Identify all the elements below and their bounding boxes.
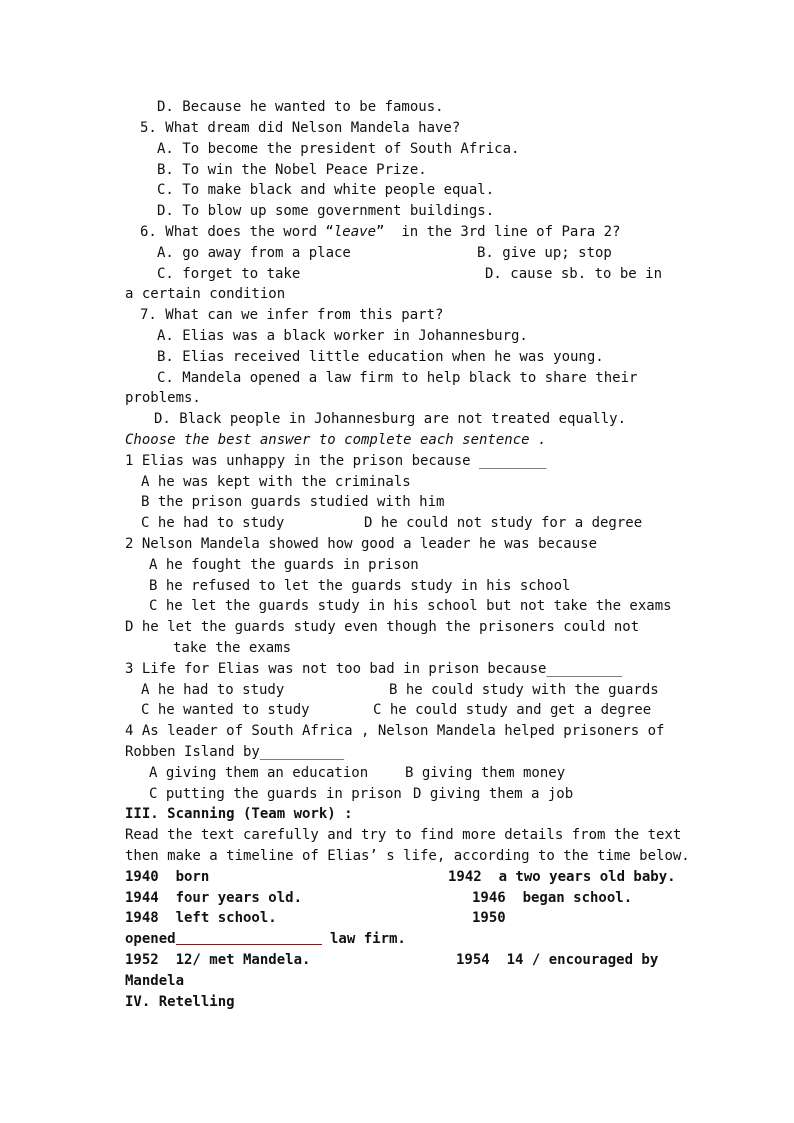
question-6-stem bbox=[140, 222, 620, 242]
timeline-1946: 1946 began school. bbox=[472, 890, 633, 906]
question-7-option-a: A. Elias was a black worker in Johannesburg. bbox=[157, 328, 528, 344]
mc-2-option-d: D he let the guards study even though the prisoners could not bbox=[125, 619, 640, 635]
question-5-stem: 5. What dream did Nelson Mandela have? bbox=[140, 120, 461, 136]
question-7-option-d: D. Black people in Johannesburg are not treated equally. bbox=[154, 411, 627, 427]
question-7-option-c-continued: problems. bbox=[125, 390, 201, 406]
question-5-option-c: C. To make black and white people equal. bbox=[157, 182, 495, 198]
mc-1-option-c: C he had to study bbox=[141, 515, 285, 531]
mc-3-option-c-second: C he could study and get a degree bbox=[373, 702, 652, 718]
opened-label: opened bbox=[125, 931, 176, 947]
timeline-1940: 1940 born bbox=[125, 869, 210, 885]
timeline-1950: 1950 bbox=[472, 910, 506, 926]
timeline-1948: 1948 left school. bbox=[125, 910, 277, 926]
mc-1-option-a: A he was kept with the criminals bbox=[141, 474, 411, 490]
question-6-option-a: A. go away from a place bbox=[157, 245, 351, 261]
scanning-instruction-2: then make a timeline of Elias’ s life, according to the time below. bbox=[125, 848, 690, 864]
scanning-heading: III. Scanning (Team work) : bbox=[125, 806, 353, 822]
prev-option-d: D. Because he wanted to be famous. bbox=[157, 99, 444, 115]
question-6-option-b: B. give up; stop bbox=[477, 245, 612, 261]
section-instruction: Choose the best answer to complete each sentence . bbox=[125, 432, 547, 448]
mc-2-stem: 2 Nelson Mandela showed how good a leader he was because bbox=[125, 536, 598, 552]
mc-1-option-d: D he could not study for a degree bbox=[364, 515, 643, 531]
question-7-stem: 7. What can we infer from this part? bbox=[140, 307, 444, 323]
mc-2-option-d-continued: take the exams bbox=[173, 640, 292, 656]
mc-4-stem: 4 As leader of South Africa , Nelson Mandela helped prisoners of bbox=[125, 723, 665, 739]
mc-4-option-b: B giving them money bbox=[405, 765, 566, 781]
question-6-option-d: D. cause sb. to be in bbox=[485, 266, 663, 282]
question-6-keyword: leave bbox=[333, 224, 377, 240]
mc-3-option-a: A he had to study bbox=[141, 682, 285, 698]
question-7-option-b: B. Elias received little education when he was young. bbox=[157, 349, 604, 365]
question-6-option-c: C. forget to take bbox=[157, 266, 301, 282]
timeline-1954-continued: Mandela bbox=[125, 973, 185, 989]
question-7-option-c: C. Mandela opened a law firm to help black to share their bbox=[157, 370, 638, 386]
timeline-opened-line bbox=[125, 929, 406, 949]
question-5-option-d: D. To blow up some government buildings. bbox=[157, 203, 495, 219]
mc-3-option-c-first: C he wanted to study bbox=[141, 702, 310, 718]
question-5-option-b: B. To win the Nobel Peace Prize. bbox=[157, 162, 427, 178]
mc-3-stem: 3 Life for Elias was not too bad in prison because_________ bbox=[125, 661, 623, 677]
answer-blank[interactable] bbox=[176, 929, 322, 945]
mc-4-stem-continued: Robben Island by__________ bbox=[125, 744, 345, 760]
law-firm-label: law firm. bbox=[321, 931, 406, 947]
mc-4-option-c: C putting the guards in prison bbox=[149, 786, 402, 802]
mc-4-option-a: A giving them an education bbox=[149, 765, 369, 781]
scanning-instruction-1: Read the text carefully and try to find more details from the text bbox=[125, 827, 682, 843]
mc-2-option-b: B he refused to let the guards study in his school bbox=[149, 578, 571, 594]
mc-1-stem: 1 Elias was unhappy in the prison because ________ bbox=[125, 453, 547, 469]
timeline-1952: 1952 12/ met Mandela. bbox=[125, 952, 311, 968]
timeline-1942: 1942 a two years old baby. bbox=[448, 869, 676, 885]
question-6-stem-prefix: 6. What does the word “ bbox=[140, 224, 334, 240]
mc-1-option-b: B the prison guards studied with him bbox=[141, 494, 445, 510]
question-6-stem-suffix: ” in the 3rd line of Para 2? bbox=[376, 224, 621, 240]
timeline-1944: 1944 four years old. bbox=[125, 890, 303, 906]
question-5-option-a: A. To become the president of South Africa. bbox=[157, 141, 520, 157]
timeline-1954: 1954 14 / encouraged by bbox=[456, 952, 659, 968]
mc-4-option-d: D giving them a job bbox=[413, 786, 574, 802]
question-6-option-d-continued: a certain condition bbox=[125, 286, 286, 302]
mc-2-option-c: C he let the guards study in his school but not take the exams bbox=[149, 598, 672, 614]
mc-3-option-b: B he could study with the guards bbox=[389, 682, 659, 698]
mc-2-option-a: A he fought the guards in prison bbox=[149, 557, 419, 573]
retelling-heading: IV. Retelling bbox=[125, 994, 235, 1010]
